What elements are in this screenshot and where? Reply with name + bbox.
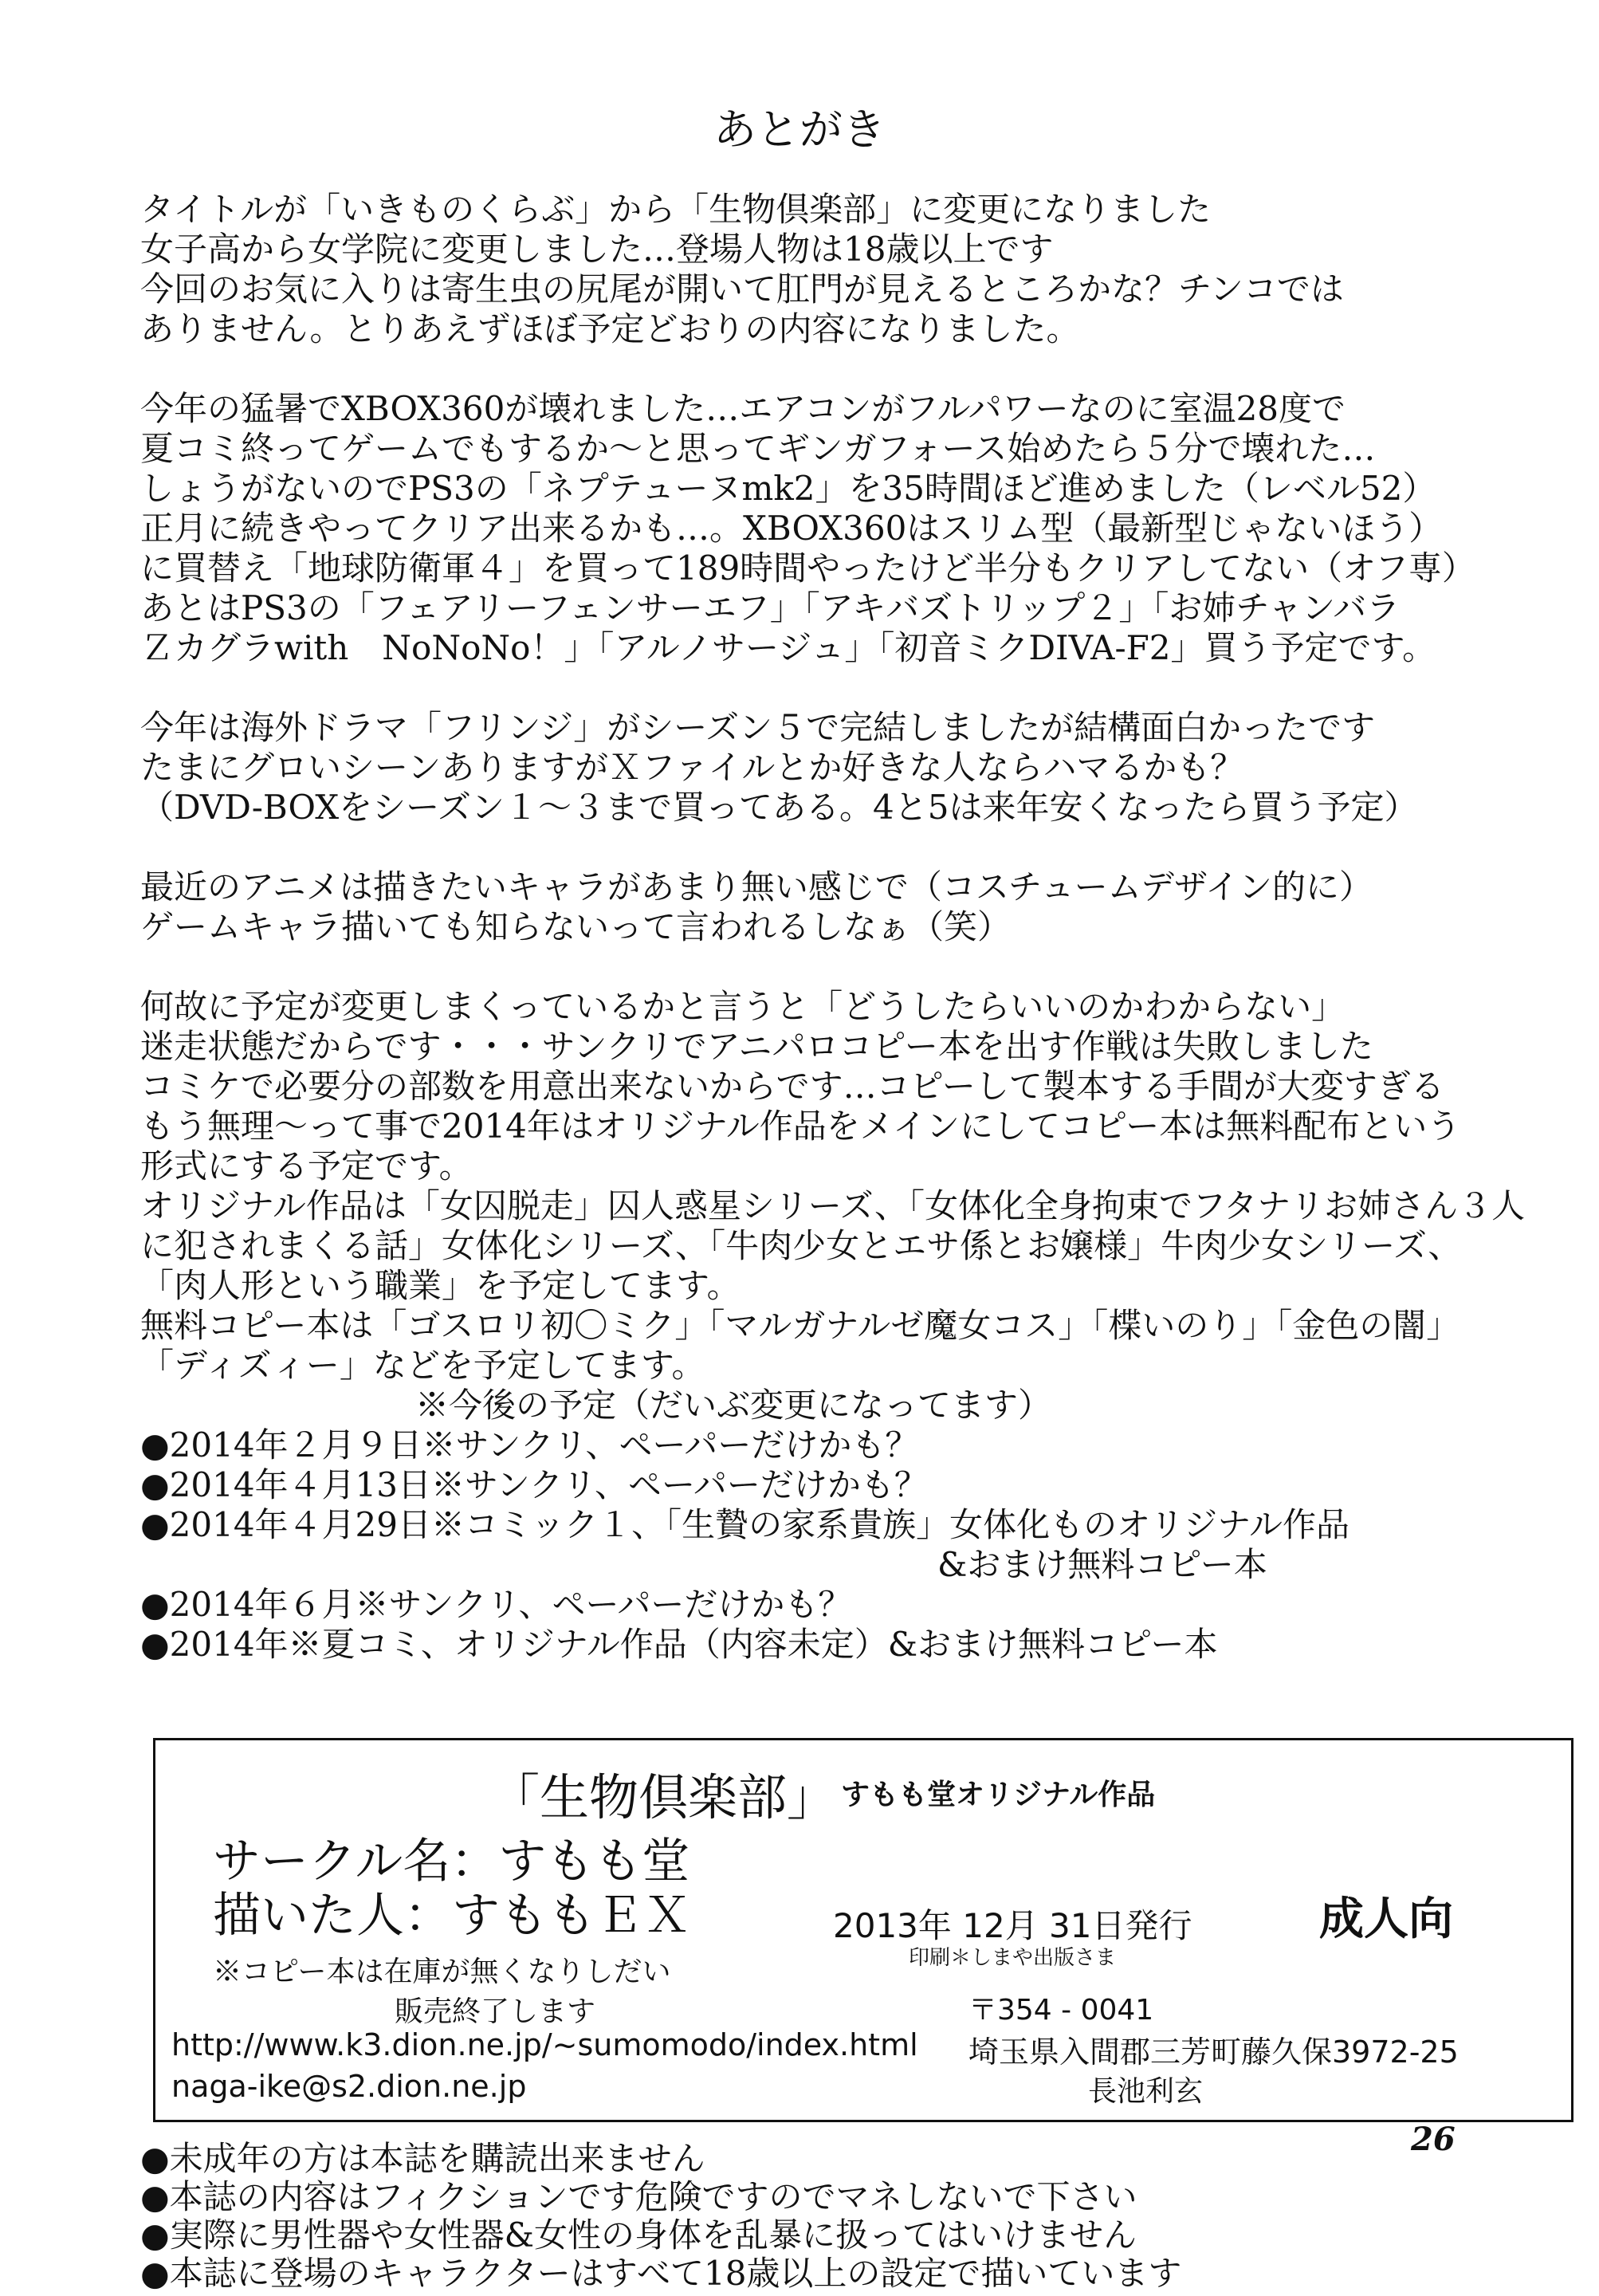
copy-note: ※コピー本は在庫が無くなりしだい (213, 1956, 671, 1988)
text-line: 正月に続きやってクリア出来るかも…。XBOX360はスリム型（最新型じゃないほう） (140, 509, 1443, 548)
warning-item: ●未成年の方は本誌を購読出来ません (140, 2139, 705, 2178)
text-line: あとはPS3の「フェアリーフェンサーエフ」「アキバズトリップ２」「お姉チャンバラ (140, 588, 1401, 627)
text-line: 最近のアニメは描きたいキャラがあまり無い感じで（コスチュームデザイン的に） (140, 867, 1373, 906)
copy-note: 販売終了します (395, 1995, 596, 2028)
paragraph-title-change (140, 190, 1575, 349)
text-line: 女子高から女学院に変更しました…登場人物は18歳以上です (140, 230, 1054, 269)
warning-item: ●本誌に登場のキャラクターはすべて18歳以上の設定で描いています (140, 2254, 1182, 2293)
text-line: 無料コピー本は「ゴスロリ初〇ミク」「マルガナルゼ魔女コス」「楪いのり」「金色の闇」 (140, 1306, 1460, 1345)
adult-label: 成人向 (1319, 1893, 1453, 1945)
page-title: あとがき (713, 104, 886, 155)
work-note: すもも堂オリジナル作品 (841, 1779, 1156, 1811)
paragraph-anime (140, 867, 1575, 947)
text-line: 「ディズィー」などを予定してます。 (140, 1346, 705, 1385)
text-line: に買替え「地球防衛軍４」を買って189時間やったけど半分もクリアしてない（オフ専） (140, 548, 1475, 588)
schedule-item: ●2014年２月９日※サンクリ、ペーパーだけかも？ (140, 1425, 919, 1464)
postal-code: 〒354 - 0041 (968, 1994, 1154, 2027)
email-address[interactable]: naga-ike@s2.dion.ne.jp (171, 2069, 527, 2104)
text-line: 形式にする予定です。 (140, 1146, 473, 1185)
artist-name: 描いた人：すももＥＸ (213, 1888, 691, 1944)
text-line: に犯されまくる話」女体化シリーズ、「牛肉少女とエサ係とお嬢様」牛肉少女シリーズ、 (140, 1226, 1462, 1265)
schedule-item: ●2014年４月29日※コミック１、「生贄の家系貴族」女体化ものオリジナル作品 (140, 1505, 1350, 1544)
text-line: しょうがないのでPS3の「ネプテューヌmk2」を35時間ほど進めました（レベル52） (140, 469, 1436, 508)
text-line: もう無理～って事で2014年はオリジナル作品をメインにしてコピー本は無料配布という (140, 1107, 1461, 1146)
colophon-box (153, 1738, 1573, 2122)
schedule-heading: ※今後の予定（だいぶ変更になってます） (415, 1386, 1052, 1425)
schedule-item: ●2014年６月※サンクリ、ペーパーだけかも？ (140, 1585, 852, 1624)
author-name: 長池利玄 (1088, 2075, 1204, 2108)
text-line: 夏コミ終ってゲームでもするか～と思ってギンガフォース始めたら５分で壊れた… (140, 429, 1376, 468)
text-line: ありません。とりあえずほぼ予定どおりの内容になりました。 (140, 309, 1080, 348)
schedule-section (140, 1386, 1575, 1665)
work-title: 「生物倶楽部」 (490, 1768, 837, 1826)
paragraph-games (140, 389, 1575, 668)
text-line: 今年は海外ドラマ「フリンジ」がシーズン５で完結しましたが結構面白かったです (140, 708, 1376, 747)
text-line: ゲームキャラ描いても知らないって言われるしなぁ（笑） (140, 907, 1012, 946)
website-url[interactable]: http://www.k3.dion.ne.jp/~sumomodo/index.html (171, 2027, 918, 2062)
text-line: 「肉人形という職業」を予定してます。 (140, 1266, 741, 1305)
publication-date: 2013年 12月 31日発行 (833, 1906, 1192, 1945)
paragraph-plans (140, 987, 1575, 1386)
text-line: コミケで必要分の部数を用意出来ないからです…コピーして製本する手間が大変すぎる (140, 1067, 1444, 1106)
schedule-item-continuation: &おまけ無料コピー本 (937, 1545, 1267, 1584)
text-line: オリジナル作品は「女囚脱走」囚人惑星シリーズ、「女体化全身拘束でフタナリお姉さん３人 (140, 1186, 1526, 1225)
text-line: 迷走状態だからです・・・サンクリでアニパロコピー本を出す作戦は失敗しました (140, 1027, 1373, 1066)
text-line: 今回のお気に入りは寄生虫の尻尾が開いて肛門が見えるところかな？チンコでは (140, 269, 1344, 309)
text-line: 何故に予定が変更しまくっているかと言うと「どうしたらいいのかわからない」 (140, 987, 1346, 1026)
schedule-item: ●2014年※夏コミ、オリジナル作品（内容未定）&おまけ無料コピー本 (140, 1625, 1218, 1664)
printer-credit: 印刷＊しまや出版さま (909, 1946, 1117, 1970)
text-line: たまにグロいシーンありますがＸファイルとか好きな人ならハマるかも？ (140, 748, 1244, 787)
warnings-list (140, 2140, 1575, 2293)
paragraph-drama (140, 708, 1575, 828)
schedule-item: ●2014年４月13日※サンクリ、ペーパーだけかも？ (140, 1465, 928, 1504)
text-line: 今年の猛暑でXBOX360が壊れました…エアコンがフルパワーなのに室温28度で (140, 389, 1346, 428)
page-number: 26 (1411, 2121, 1456, 2158)
warning-item: ●実際に男性器や女性器&女性の身体を乱暴に扱ってはいけません (140, 2215, 1137, 2255)
circle-name: サークル名：すもも堂 (213, 1834, 690, 1889)
afterword-body (140, 190, 1575, 1704)
text-line: タイトルが「いきものくらぶ」から「生物倶楽部」に変更になりました (140, 190, 1212, 229)
text-line: Ｚカグラwith NoNoNo！」「アルノサージュ」「初音ミクDIVA-F2」買う予定です。 (140, 628, 1436, 667)
text-line: （DVD-BOXをシーズン１～３まで買ってある。4と5は来年安くなったら買う予定） (140, 788, 1418, 827)
mailing-address: 埼玉県入間郡三芳町藤久保3972-25 (968, 2035, 1459, 2070)
warning-item: ●本誌の内容はフィクションです危険ですのでマネしないで下さい (140, 2177, 1137, 2216)
